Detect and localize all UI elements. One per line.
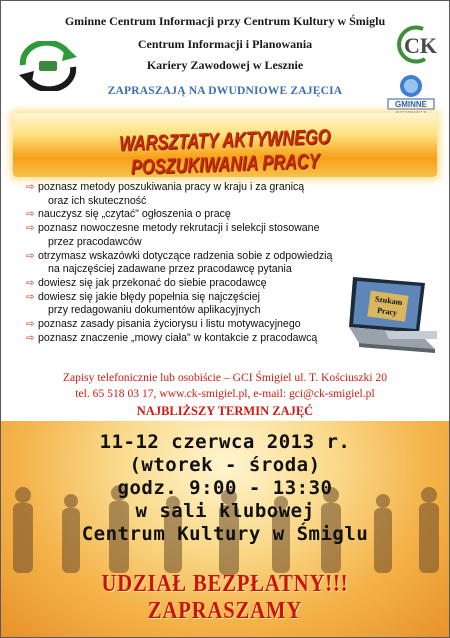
list-item-text: poznasz metody poszukiwania pracy w kraju i za granicą (38, 181, 305, 193)
event-panel (1, 421, 449, 637)
laptop-note-line-1: Szukam (374, 294, 403, 308)
list-item-continuation: przy redagowaniu dokumentów aplikacyjnych (48, 304, 261, 317)
free-participation-slogan: UDZIAŁ BEZPŁATNY!!! ZAPRASZAMY (101, 571, 349, 624)
registration-info: Zapisy telefonicznie lub osobiście – GCI Śmigiel ul. T. Kościuszki 20 (62, 371, 388, 384)
list-item-continuation: przez pracodawców (48, 235, 142, 248)
list-item (26, 222, 426, 249)
organizer-line-1: Gminne Centrum Informacji przy Centrum Kultury w Śmiglu (64, 14, 386, 28)
list-item (26, 181, 426, 208)
contact-details: tel. 65 518 03 17, www.ck-smigiel.pl, e-mail: gci@ck-smigiel.pl (75, 387, 375, 400)
list-item-text: poznasz nowoczesne metody rekrutacji i selekcji stosowane (38, 222, 320, 235)
organizer-line-2: Centrum Informacji i Planowania (137, 37, 313, 51)
arrow-icon: ⇨ (26, 209, 35, 221)
list-item-continuation: na najczęściej zadawane przez pracodawcę pytania (48, 263, 292, 276)
list-item (26, 208, 426, 222)
laptop-note-line-2: Pracy (376, 305, 398, 318)
list-item-text: dowiesz się jakie błędy popełnia się najczęściej (38, 290, 261, 303)
laptop-icon (339, 269, 437, 361)
list-item-text: dowiesz się jak przekonać do siebie pracodawcę (38, 276, 267, 289)
event-date: 11-12 czerwca 2013 r. (99, 431, 351, 453)
gminne-logo-text: GMINNE (395, 100, 427, 109)
invitation-line: ZAPRASZAJĄ NA DWUDNIOWE ZAJĘCIA (107, 85, 343, 97)
arrow-icon: ⇨ (26, 250, 35, 262)
nearest-date-heading: NAJBLIŻSZY TERMIN ZAJĘĆ (136, 404, 314, 418)
arrow-icon: ⇨ (26, 277, 35, 289)
organizer-line-3: Kariery Zawodowej w Lesznie (146, 58, 304, 72)
list-item-text: nauczysz się „czytać" ogłoszenia o pracę (38, 208, 231, 221)
event-days: (wtorek - środa) (129, 454, 321, 476)
list-item-text: poznasz znaczenie „mowy ciała" w kontakcie z pracodawcą (38, 331, 318, 344)
event-time: godz. 9:00 - 13:30 (117, 477, 333, 499)
arrow-icon: ⇨ (26, 332, 35, 344)
ck-logo-text: CK (404, 33, 437, 58)
arrow-icon: ⇨ (26, 223, 35, 235)
event-room: w sali klubowej (135, 500, 315, 522)
arrow-icon: ⇨ (26, 319, 35, 331)
list-item-text: poznasz zasady pisania życiorysu i listu motywacyjnego (38, 318, 301, 331)
event-venue: Centrum Kultury w Śmiglu (81, 523, 369, 545)
list-item-continuation: oraz ich skuteczność (48, 194, 147, 207)
arrow-icon: ⇨ (26, 182, 35, 193)
arrow-icon: ⇨ (26, 291, 35, 303)
title-banner (13, 113, 437, 180)
workshop-title: WARSZTATY AKTYWNEGO POSZUKIWANIA PRACY (118, 125, 331, 180)
list-item-text: otrzymasz wskazówki dotyczące radzenia sobie z odpowiedzią (38, 249, 333, 262)
